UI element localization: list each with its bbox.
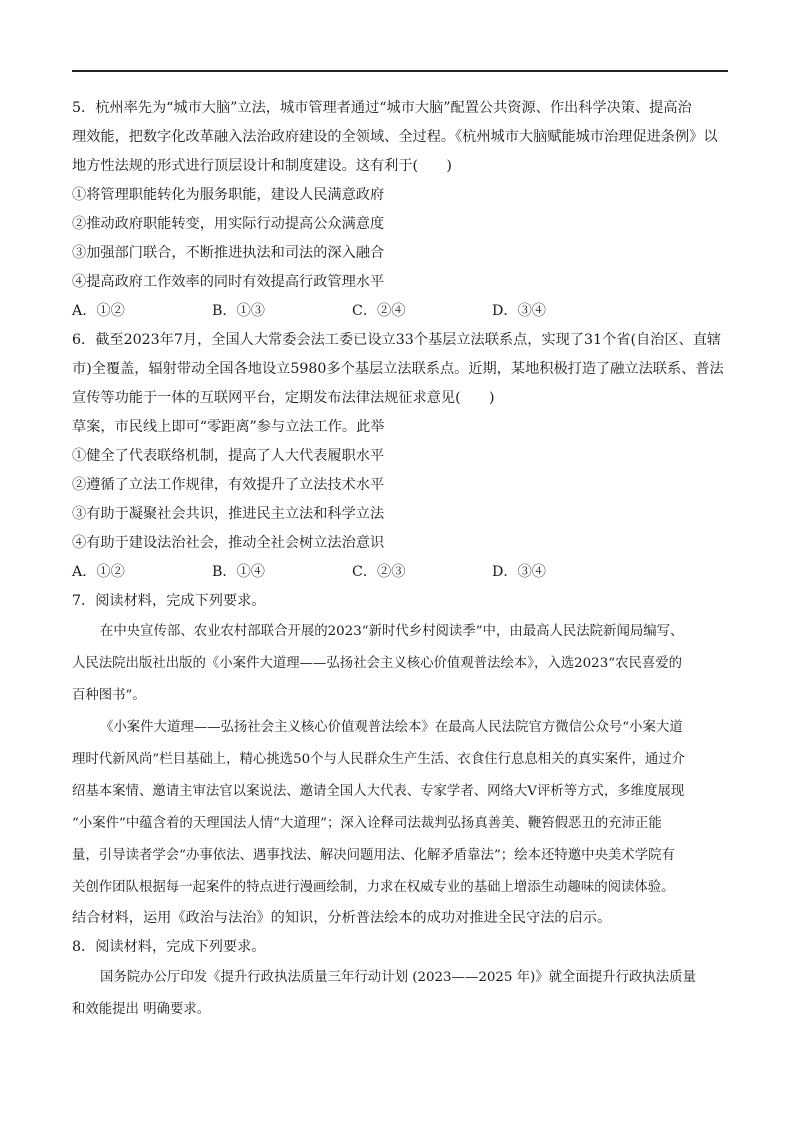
q6-options [72, 558, 728, 587]
q6-stem-line: 6．截至2023年7月，全国人大常委会法工委已设立33个基层立法联系点，实现了31个省(自治区、直辖 [72, 332, 722, 348]
q6-option-a[interactable]: A．①② [72, 564, 125, 580]
q5-option-a[interactable]: A．①② [72, 303, 125, 319]
q7-task: 结合材料，运用《政治与法治》的知识，分析普法绘本的成功对推进全民守法的启示。 [72, 910, 612, 926]
question-7 [72, 587, 728, 933]
q7-material-line: 在中央宣传部、农业农村部联合开展的2023“新时代乡村阅读季”中，由最高人民法院新闻局编写、 [100, 624, 684, 639]
q5-option-b[interactable]: B．①③ [212, 303, 265, 319]
q7-material-paragraph-2 [72, 712, 728, 904]
q7-material-line: 《小案件大道理——弘扬社会主义核心价值观普法绘本》在最高人民法院官方微信公众号“小案大道 [100, 720, 683, 735]
q6-item: ④有助于建设法治社会，推动全社会树立法治意识 [72, 535, 385, 551]
q6-option-b[interactable]: B．①④ [212, 564, 265, 580]
q6-stem-line: 草案，市民线上即可“零距离”参与立法工作。此举 [72, 419, 385, 435]
header-rule [72, 70, 728, 72]
q8-material-line: 和效能提出 明确要求。 [72, 1002, 211, 1017]
q7-material-line: 人民法院出版社出版的《小案件大道理——弘扬社会主义核心价值观普法绘本》，入选2023“农民喜爱的 [72, 656, 683, 671]
q5-item: ②推动政府职能转变，用实际行动提高公众满意度 [72, 216, 385, 232]
q8-material-line: 国务院办公厅印发《提升行政执法质量三年行动计划 (2023——2025 年)》就全面提升行政执法质量 [100, 970, 696, 985]
q8-title: 8．阅读材料，完成下列要求。 [72, 939, 266, 955]
q5-option-d[interactable]: D．③④ [492, 303, 546, 319]
q5-stem-line: 5．杭州率先为“城市大脑”立法，城市管理者通过“城市大脑”配置公共资源、作出科学决策、提高治 [72, 100, 692, 116]
q7-material-line: 百种图书”。 [72, 688, 146, 703]
q5-item: ③加强部门联合，不断推进执法和司法的深入融合 [72, 245, 385, 261]
q7-material-line: 量，引导读者学会“办事依法、遇事找法、解决问题用法、化解矛盾靠法”；绘本还特邀中央美术学院有 [72, 848, 675, 863]
question-6 [72, 326, 728, 587]
q5-option-c[interactable]: C．②④ [352, 303, 406, 319]
q7-material-line: 理时代新风尚”栏目基础上，精心挑选50个与人民群众生产生活、衣食住行息息相关的真实案件，通过介 [72, 752, 686, 767]
q5-item: ④提高政府工作效率的同时有效提高行政管理水平 [72, 274, 385, 290]
q5-options [72, 297, 728, 326]
q5-stem-line: 地方性法规的形式进行顶层设计和制度建设。这有利于( ) [72, 158, 452, 174]
q6-item: ③有助于凝聚社会共识，推进民主立法和科学立法 [72, 506, 385, 522]
q7-material-paragraph-1 [72, 616, 728, 712]
q6-option-d[interactable]: D．③④ [492, 564, 546, 580]
q5-stem-line: 理效能，把数字化改革融入法治政府建设的全领域、全过程。《杭州城市大脑赋能城市治理促进条例》以 [72, 129, 718, 145]
q6-item: ②遵循了立法工作规律，有效提升了立法技术水平 [72, 477, 385, 493]
q7-title: 7．阅读材料，完成下列要求。 [72, 593, 266, 609]
q7-material-line: 关创作团队根据每一起案件的特点进行漫画绘制，力求在权威专业的基础上增添生动趣味的阅读体验。 [72, 880, 675, 895]
q6-stem-line: 市)全覆盖，辐射带动全国各地设立5980多个基层立法联系点。近期，某地积极打造了融立法联系、普法 [72, 361, 724, 377]
q6-stem-line: 宣传等功能于一体的互联网平台，定期发布法律法规征求意见( ) [72, 390, 495, 406]
q7-material-line: “小案件”中蕴含着的天理国法人情“大道理”；深入诠释司法裁判弘扬真善美、鞭笞假恶丑的充沛正能 [72, 816, 662, 831]
question-8 [72, 933, 728, 1026]
page-content [72, 94, 728, 1026]
q7-material-line: 绍基本案情、邀请主审法官以案说法、邀请全国人大代表、专家学者、网络大V评析等方式，多维度展现 [72, 784, 685, 799]
q6-item: ①健全了代表联络机制，提高了人大代表履职水平 [72, 448, 385, 464]
q6-option-c[interactable]: C．②③ [352, 564, 406, 580]
question-5 [72, 94, 728, 326]
q5-item: ①将管理职能转化为服务职能，建设人民满意政府 [72, 187, 385, 203]
